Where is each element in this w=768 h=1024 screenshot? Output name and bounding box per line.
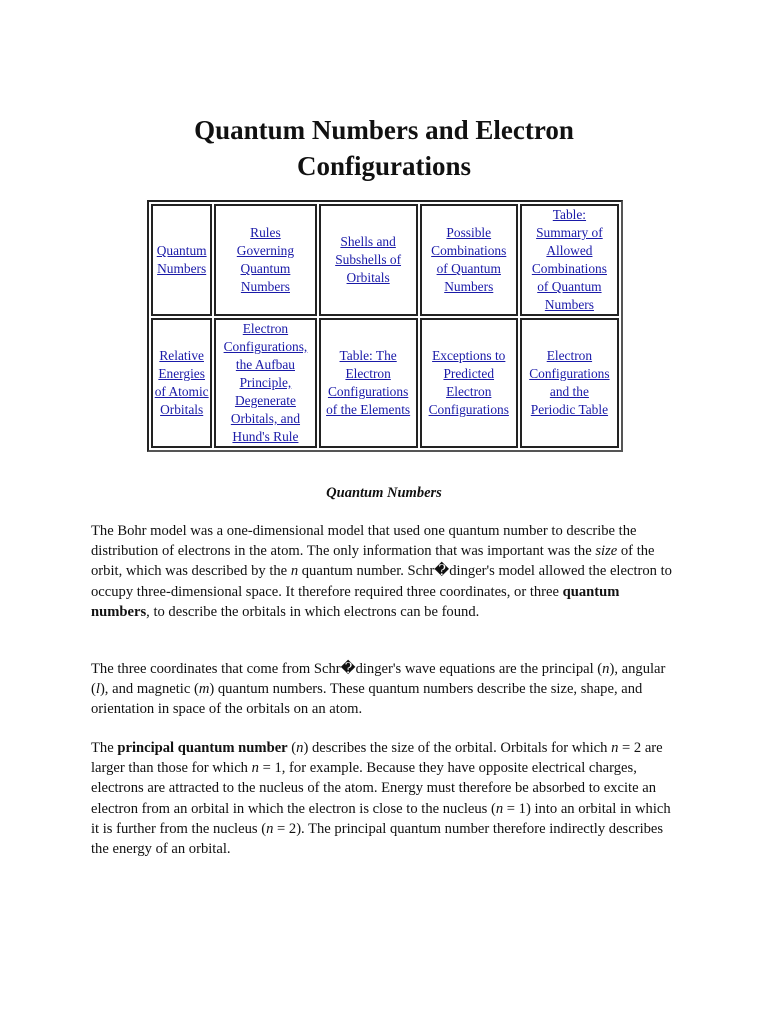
text-run: The Bohr model was a one-dimensional model that used one quantum number to describe the distribution of electrons in the atom. The only information that was important was the xyxy=(91,523,637,560)
nav-link-line: Table: The xyxy=(339,348,397,363)
nav-cell xyxy=(151,204,212,316)
nav-link-line: Summary of xyxy=(536,225,603,240)
nav-link-line: of the Elements xyxy=(326,402,411,417)
italic-size: size xyxy=(595,543,618,560)
italic-n: n xyxy=(495,800,504,817)
text-run: ) quantum numbers. These quantum numbers describe the size, shape, and orientation in space of the orbitals on an atom. xyxy=(91,681,643,718)
nav-link-line: Governing xyxy=(236,243,295,258)
text-run: = 2 are larger than those for which xyxy=(91,740,663,777)
nav-link-line: Configurations, xyxy=(223,339,308,354)
italic-n: n xyxy=(266,820,274,837)
italic-n: n xyxy=(290,563,299,580)
nav-link-line: Numbers xyxy=(157,261,207,276)
page-title-line-2: Configurations xyxy=(296,151,472,181)
nav-link-line: of Quantum xyxy=(537,279,602,294)
nav-cell xyxy=(520,318,619,448)
nav-link-line: and the xyxy=(549,384,589,399)
nav-link-rules-governing[interactable] xyxy=(237,225,294,294)
nav-link-line: Exceptions to xyxy=(432,348,506,363)
nav-link-line: Orbitals xyxy=(160,402,204,417)
italic-n: n xyxy=(251,760,259,777)
text-run: = 2). The principal quantum number therefore indirectly describes the energy of an orbital. xyxy=(91,820,664,858)
nav-link-line: the Aufbau xyxy=(235,357,295,372)
nav-link-line: of Atomic xyxy=(154,384,209,399)
nav-link-line: Combinations xyxy=(431,243,507,258)
nav-link-line: Hund's Rule xyxy=(232,429,299,444)
text-run: quantum number. Schr�dinger's model allowed the electron to occupy three-dimensional space. It therefore required three coordinates, or three xyxy=(91,563,672,600)
nav-link-line: Degenerate xyxy=(234,393,296,408)
bold-quantum-numbers: quantum numbers xyxy=(91,583,620,620)
nav-row-1 xyxy=(151,204,619,316)
nav-link-line: Principle, xyxy=(239,375,292,390)
text-run: of the orbit, which was described by the xyxy=(91,543,655,580)
nav-link-line: Shells and xyxy=(340,234,396,249)
nav-link-line: Quantum xyxy=(240,261,291,276)
nav-link-electron-configurations-aufbau[interactable] xyxy=(224,321,308,444)
nav-cell xyxy=(214,204,316,316)
nav-link-line: Numbers xyxy=(444,279,494,294)
paragraph-principal-quantum-number xyxy=(91,738,681,859)
nav-link-line: Quantum xyxy=(156,243,207,258)
nav-link-line: Electron xyxy=(345,366,391,381)
nav-link-line: Periodic Table xyxy=(530,402,609,417)
nav-link-line: Electron xyxy=(242,321,289,336)
nav-link-periodic-table[interactable] xyxy=(529,348,609,417)
text-run: = 1) into an orbital in which it is further from the nucleus ( xyxy=(91,800,671,837)
nav-link-shells-subshells[interactable] xyxy=(335,234,401,285)
paragraph-three-coordinates xyxy=(91,659,681,720)
nav-link-line: Predicted xyxy=(443,366,495,381)
topic-navigation-table xyxy=(147,200,623,452)
nav-link-line: Configurations xyxy=(428,402,509,417)
nav-link-line: Configurations xyxy=(327,384,409,399)
nav-link-line: Possible xyxy=(446,225,492,240)
text-run: = 1, for example. Because they have opposite electrical charges, electrons are attracted to the nucleus of the atom. Energy must therefore be absorbed to excite an electron from an orbital in which the electron is close to the nucleus ( xyxy=(91,760,657,817)
nav-link-line: Subshells of xyxy=(335,252,402,267)
nav-row-2 xyxy=(151,318,619,448)
italic-m: m xyxy=(198,681,210,698)
italic-n: n xyxy=(602,661,610,677)
nav-link-line: of Quantum xyxy=(436,261,501,276)
nav-link-line: Numbers xyxy=(240,279,290,294)
italic-n: n xyxy=(296,740,304,756)
nav-link-line: Numbers xyxy=(544,297,594,312)
nav-link-line: Electron xyxy=(546,348,593,363)
nav-link-relative-energies[interactable] xyxy=(155,348,209,417)
page-title xyxy=(0,112,768,184)
nav-cell xyxy=(420,204,518,316)
nav-link-line: Allowed xyxy=(546,243,593,258)
nav-link-exceptions[interactable] xyxy=(429,348,509,417)
nav-link-line: Energies xyxy=(158,366,205,381)
nav-link-line: Orbitals, and xyxy=(230,411,301,426)
nav-link-line: Configurations xyxy=(529,366,610,381)
nav-link-line: Orbitals xyxy=(346,270,390,285)
text-run: The three coordinates that come from Schr�dinger's wave equations are the principal ( xyxy=(91,661,603,677)
nav-link-table-electron-configurations[interactable] xyxy=(326,348,410,417)
text-run: ) describes the size of the orbital. Orbitals for which xyxy=(303,740,612,756)
nav-link-line: Relative xyxy=(159,348,204,363)
nav-cell xyxy=(151,318,212,448)
nav-cell xyxy=(214,318,316,448)
nav-cell xyxy=(420,318,518,448)
italic-l: l xyxy=(95,681,100,698)
nav-cell xyxy=(319,204,418,316)
nav-cell xyxy=(319,318,418,448)
italic-n: n xyxy=(611,740,619,756)
paragraph-bohr-model xyxy=(91,521,681,622)
nav-cell xyxy=(520,204,619,316)
section-heading-quantum-numbers: Quantum Numbers xyxy=(326,485,442,501)
nav-link-line: Combinations xyxy=(531,261,607,276)
nav-link-possible-combinations[interactable] xyxy=(431,225,506,294)
text-run: ), and magnetic ( xyxy=(99,681,199,698)
text-run: ( xyxy=(287,740,297,756)
nav-link-quantum-numbers[interactable] xyxy=(157,243,207,276)
text-run: ), angular ( xyxy=(91,661,666,698)
text-run: , to describe the orbitals in which electrons can be found. xyxy=(146,603,480,620)
nav-link-line: Table: xyxy=(552,207,587,222)
bold-principal-quantum-number: principal quantum number xyxy=(117,740,288,756)
nav-link-table-summary[interactable] xyxy=(532,207,607,312)
page-title-line-1: Quantum Numbers and Electron xyxy=(194,115,574,145)
text-run: The xyxy=(91,740,118,756)
nav-link-line: Electron xyxy=(446,384,492,399)
nav-link-line: Rules xyxy=(250,225,281,240)
